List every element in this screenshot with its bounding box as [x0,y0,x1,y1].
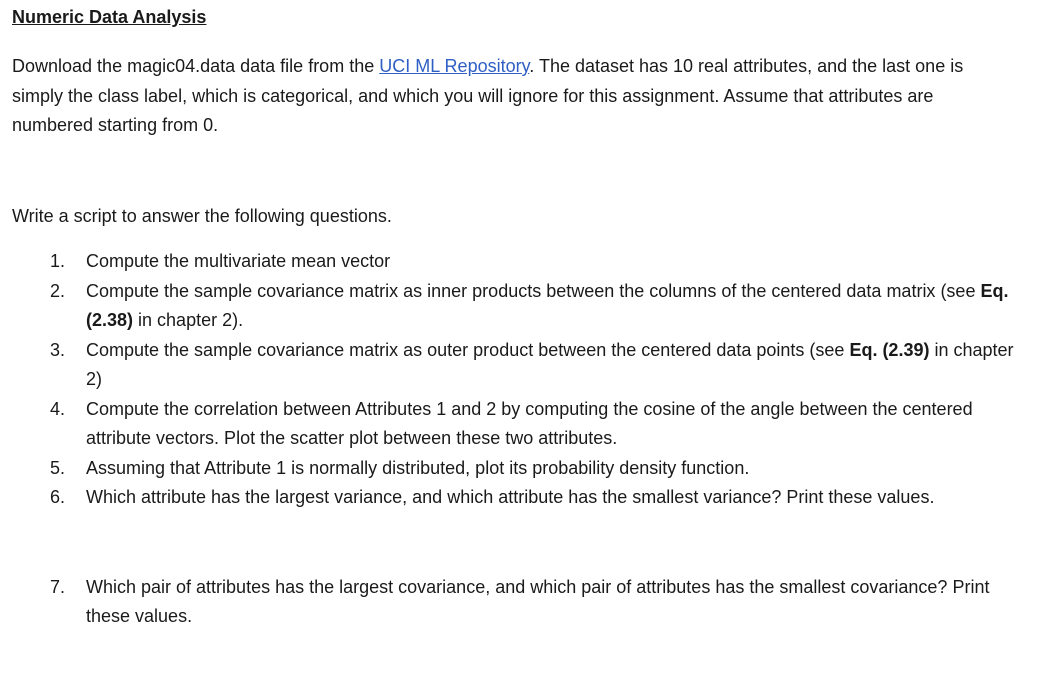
intro-text-after-link: . The dataset has 10 real attributes, and the last one is simply the class label, which is categorical, and which you will ignore for this assignment. Assume that attributes are numbered starting from 0. [12,56,964,135]
task-number: 5. [50,457,66,478]
task-number: 6. [50,487,66,507]
page-title: Numeric Data Analysis [12,7,207,27]
intro-text-before-link: Download the magic04.data data file from the [12,56,380,76]
task-text-suffix: in chapter 2) [86,339,1014,389]
equation-reference: Eq. (2.38) [86,280,1009,330]
task-text: Compute the multivariate mean vector [86,251,391,271]
task-number: 3. [50,339,66,360]
task-item-7 [0,573,1030,632]
task-item-6 [0,483,1030,513]
task-text: Assuming that Attribute 1 is normally distributed, plot its probability density function. [86,457,750,478]
task-text: Which pair of attributes has the largest covariance, and which pair of attributes has the smallest covariance? Print these values. [86,576,990,626]
task-text-suffix: in chapter 2). [133,310,244,330]
task-number: 4. [50,398,66,419]
task-text: Which attribute has the largest variance, and which attribute has the smallest variance? Print these values. [86,487,935,507]
task-number: 2. [50,280,66,301]
task-item-2 [0,277,1030,336]
task-list [0,247,1030,632]
task-text: Compute the correlation between Attributes 1 and 2 by computing the cosine of the angle between the centered attribute vectors. Plot the scatter plot between these two attributes. [86,398,973,448]
task-number: 7. [50,576,66,597]
equation-reference: Eq. (2.39) [849,339,930,360]
task-text: Compute the sample covariance matrix as outer product between the centered data points (see [86,339,850,360]
task-text: Compute the sample covariance matrix as inner products between the columns of the centered data matrix (see [86,280,981,301]
task-item-3 [0,336,1030,395]
task-item-1 [0,247,1030,277]
task-item-4 [0,395,1030,454]
instructions-lead: Write a script to answer the following questions. [12,206,392,226]
intro-paragraph [12,52,1012,141]
uci-repository-link[interactable]: UCI ML Repository [379,56,530,76]
task-item-5 [0,454,1030,484]
task-number: 1. [50,251,66,271]
